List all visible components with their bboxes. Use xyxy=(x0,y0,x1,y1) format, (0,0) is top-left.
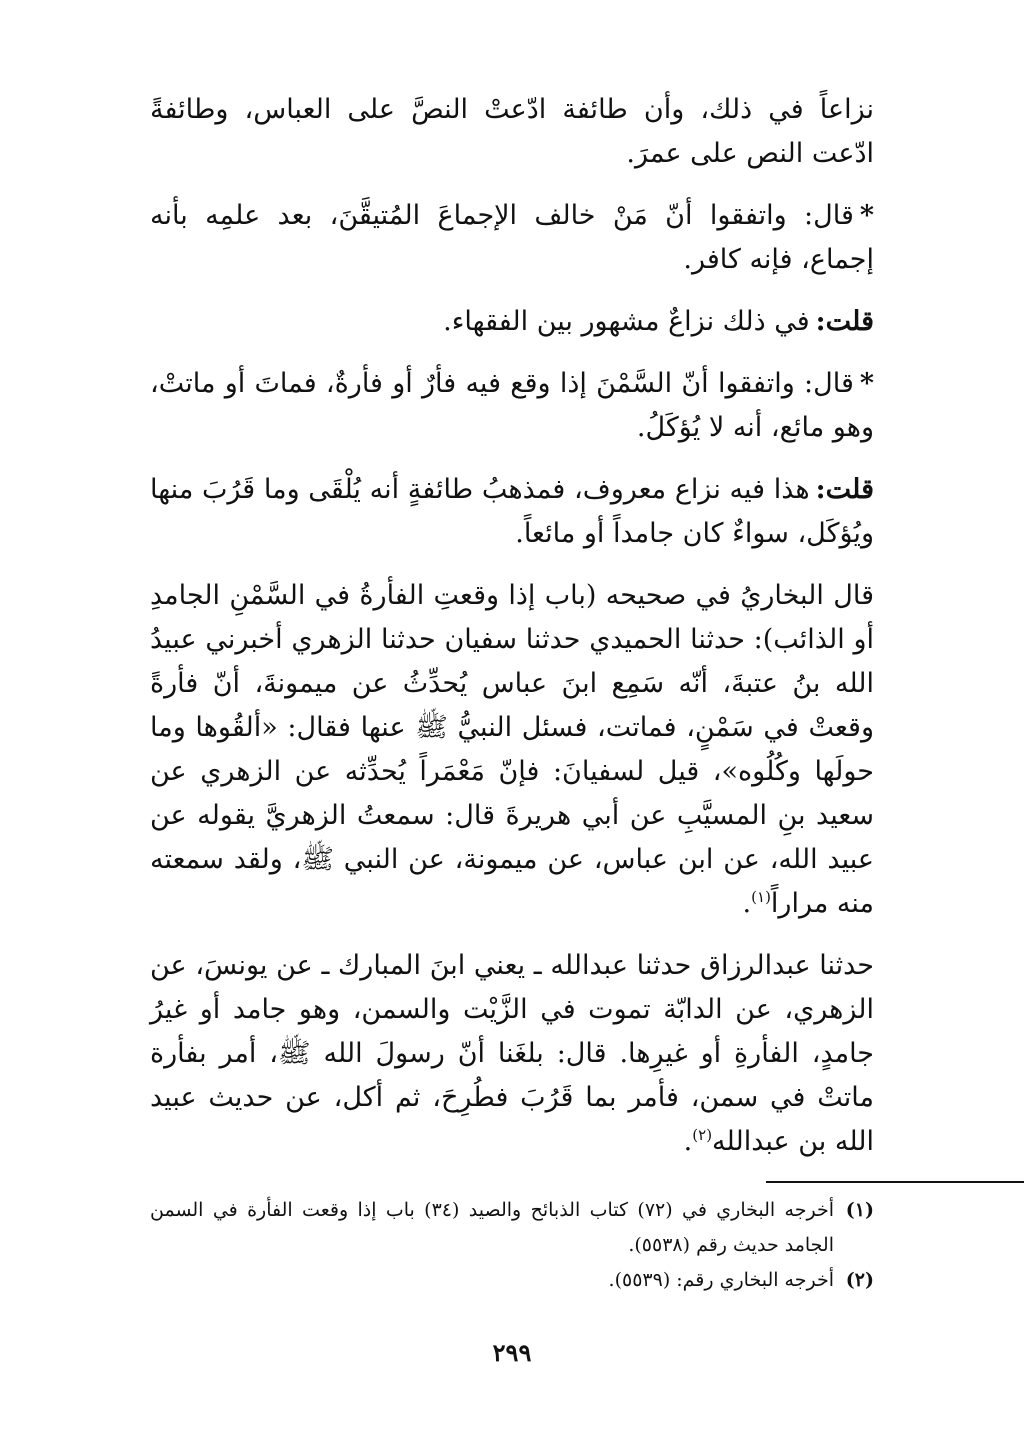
footnote-text: أخرجه البخاري في (٧٢) كتاب الذبائح والصيد (٣٤) باب إذا وقعت الفأرة في السمن الجامد حديث رقم (٥٥٣٨). xyxy=(150,1199,834,1256)
paragraph-text: هذا فيه نزاع معروف، فمذهبُ طائفةٍ أنه يُلْقَى وما قَرُبَ منها ويُؤكَل، سواءٌ كان جامداً أو مائعاً. xyxy=(150,474,874,549)
paragraph-text: في ذلك نزاعٌ مشهور بين الفقهاء. xyxy=(443,306,810,337)
footnote-number: (١) xyxy=(845,1199,874,1221)
paragraph-text: نزاعاً في ذلك، وأن طائفة ادّعتْ النصَّ على العباس، وطائفةً ادّعت النص على عمرَ. xyxy=(150,94,874,169)
paragraph-text: حدثنا عبدالرزاق حدثنا عبدالله ـ يعني ابنَ المبارك ـ عن يونسَ، عن الزهري، عن الدابّة تموت في الزَّيْت والسمن، وهو جامد أو غيرُ جامدٍ، الفأرةِ أو غيرِها. قال: بلغَنا أنّ رسولَ الله ﷺ، أمر بفأرة ماتتْ في سمن، فأمر بما قَرُبَ فطُرِحَ، ثم أكل، عن حديث عبيد الله بن عبدالله xyxy=(150,950,874,1157)
paragraph-abdulrazzaq-hadith: حدثنا عبدالرزاق حدثنا عبدالله ـ يعني ابنَ المبارك ـ عن يونسَ، عن الزهري، عن الدابّة تموت في الزَّيْت والسمن، وهو جامد أو غيرُ جامدٍ، الفأرةِ أو غيرِها. قال: بلغَنا أنّ رسولَ الله ﷺ، أمر بفأرة ماتتْ في سمن، فأمر بما قَرُبَ فطُرِحَ، ثم أكل، عن حديث عبيد الله بن عبدالله$^{(٢)}$. xyxy=(150,950,874,1157)
footnote-divider xyxy=(766,1181,1024,1183)
paragraph-text: قال: واتفقوا أنّ مَنْ خالف الإجماعَ المُتيقَّنَ، بعد علمِه بأنه إجماع، فإنه كافر. xyxy=(150,200,874,275)
paragraph-lead: قلت: xyxy=(815,306,874,337)
paragraph-lead: قلت: xyxy=(815,474,874,505)
page-number: ٢٩٩ xyxy=(492,1338,532,1367)
paragraph-consensus xyxy=(150,194,874,282)
footnote-number: (٢) xyxy=(845,1269,874,1291)
footnote-2 xyxy=(150,1263,874,1298)
page-body xyxy=(150,88,874,1182)
paragraph-text: قال: واتفقوا أنّ السَّمْنَ إذا وقع فيه فأرٌ أو فأرةٌ، فماتَ أو ماتتْ، وهو مائع، أنه لا يُؤكَلُ. xyxy=(150,368,874,443)
footnote-ref-1[interactable]: (١) xyxy=(751,888,771,906)
footnote-1 xyxy=(150,1193,874,1263)
footnote-text: أخرجه البخاري رقم: (٥٥٣٩). xyxy=(608,1269,834,1291)
paragraph-intro xyxy=(150,88,874,176)
asterisk-icon: * xyxy=(859,368,874,399)
paragraph-bukhari-hadith: قال البخاريُ في صحيحه (باب إذا وقعتِ الفأرةُ في السَّمْنِ الجامدِ أو الذائب): حدثنا الحميدي حدثنا سفيان حدثنا الزهري أخبرني عبيدُ الله بنُ عتبةَ، أنّه سَمِع ابنَ عباس يُحدِّثُ عن ميمونةَ، أنّ فأرةً وقعتْ في سَمْنٍ، فماتت، فسئل النبيُّ ﷺ عنها فقال: «ألقُوها وما حولَها وكُلُوه»، قيل لسفيانَ: فإنّ مَعْمَراً يُحدِّثه عن الزهري عن سعيد بنِ المسيَّبِ عن أبي هريرةَ قال: سمعتُ الزهريَّ يقوله عن عبيد الله، عن ابن عباس، عن ميمونة، عن النبي ﷺ، ولقد سمعته منه مراراً$^{(١)}$. xyxy=(150,580,874,919)
paragraph-comment-2 xyxy=(150,468,874,556)
asterisk-icon: * xyxy=(859,200,874,231)
footnote-ref-2[interactable]: (٢) xyxy=(692,1126,713,1144)
footnotes xyxy=(150,1193,874,1298)
paragraph-text: قال البخاريُ في صحيحه (باب إذا وقعتِ الفأرةُ في السَّمْنِ الجامدِ أو الذائب): حدثنا الحميدي حدثنا سفيان حدثنا الزهري أخبرني عبيدُ الله بنُ عتبةَ، أنّه سَمِع ابنَ عباس يُحدِّثُ عن ميمونةَ، أنّ فأرةً وقعتْ في سَمْنٍ، فماتت، فسئل النبيُّ ﷺ عنها فقال: «ألقُوها وما حولَها وكُلُوه»، قيل لسفيانَ: فإنّ مَعْمَراً يُحدِّثه عن الزهري عن سعيد بنِ المسيَّبِ عن أبي هريرةَ قال: سمعتُ الزهريَّ يقوله عن عبيد الله، عن ابن عباس، عن ميمونة، عن النبي ﷺ، ولقد سمعته منه مراراً xyxy=(150,580,874,919)
paragraph-ghee xyxy=(150,362,874,450)
paragraph-comment-1 xyxy=(150,300,874,344)
